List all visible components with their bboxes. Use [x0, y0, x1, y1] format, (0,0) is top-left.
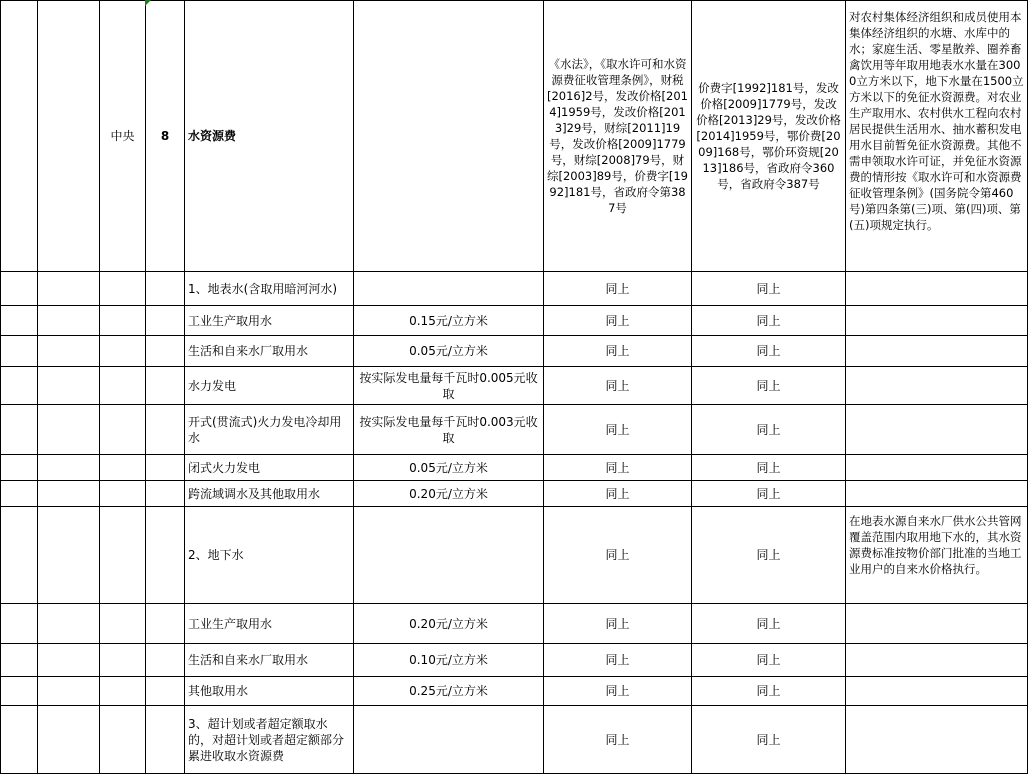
- cell-blank[interactable]: [1, 481, 38, 507]
- cell-item-name[interactable]: 生活和自来水厂取用水: [185, 644, 354, 677]
- cell-blank[interactable]: [1, 644, 38, 677]
- cell-blank[interactable]: [1, 367, 38, 405]
- cell-blank[interactable]: [146, 507, 185, 604]
- cell-blank[interactable]: [100, 306, 146, 336]
- cell-blank[interactable]: [1, 272, 38, 306]
- cell-blank[interactable]: [100, 644, 146, 677]
- cell-blank[interactable]: [100, 367, 146, 405]
- cell-remark[interactable]: 对农村集体经济组织和成员使用本集体经济组织的水塘、水库中的水；家庭生活、零星散养、圈养畜禽饮用等年取用地表水水量在3000立方米以下，地下水量在1500立方米以下的免征水资源费。对农业生产取用水、农村供水工程向农村居民提供生活用水、抽水蓄积发电用水目前暂免征水资源费。其他不需申领取水许可证，并免征水资源费的情形按《取水许可和水资源费征收管理条例》(国务院令第460号)第四条第(三)项、第(四)项、第(五)项规定执行。: [846, 1, 1028, 272]
- cell-blank[interactable]: [1, 405, 38, 455]
- cell-item-standard[interactable]: 0.10元/立方米: [354, 644, 544, 677]
- cell-item-policy[interactable]: 同上: [692, 306, 846, 336]
- cell-blank[interactable]: [146, 367, 185, 405]
- cell-item-name[interactable]: 其他取用水: [185, 677, 354, 706]
- cell-blank[interactable]: [38, 604, 100, 644]
- cell-item-legal[interactable]: 同上: [544, 455, 692, 481]
- cell-blank[interactable]: [146, 644, 185, 677]
- cell-level[interactable]: 中央: [100, 1, 146, 272]
- cell-item-name[interactable]: 3、超计划或者超定额取水的，对超计划或者超定额部分累进收取水资源费: [185, 706, 354, 774]
- table-row-header: [1, 1, 1028, 272]
- cell-item-policy[interactable]: 同上: [692, 706, 846, 774]
- cell-blank[interactable]: [146, 677, 185, 706]
- cell-blank[interactable]: [146, 481, 185, 507]
- table-row: [1, 677, 1028, 706]
- table-row: [1, 306, 1028, 336]
- table-row: [1, 455, 1028, 481]
- cell-blank[interactable]: [100, 706, 146, 774]
- cell-policy-basis[interactable]: 价费字[1992]181号，发改价格[2009]1779号，发改价格[2013]29号，发改价格[2014]1959号，鄂价费[2009]168号，鄂价环资规[2013]186号，省政府令360号，省政府令387号: [692, 1, 846, 272]
- cell-item-policy[interactable]: 同上: [692, 367, 846, 405]
- cell-item-legal[interactable]: 同上: [544, 336, 692, 367]
- cell-item-legal[interactable]: 同上: [544, 677, 692, 706]
- cell-blank[interactable]: [146, 455, 185, 481]
- cell-item-policy[interactable]: 同上: [692, 272, 846, 306]
- cell-blank[interactable]: [38, 644, 100, 677]
- cell-fee-name[interactable]: 水资源费: [185, 1, 354, 272]
- table-row: [1, 706, 1028, 774]
- cell-blank[interactable]: [1, 507, 38, 604]
- cell-blank[interactable]: [146, 604, 185, 644]
- cell-blank[interactable]: [38, 507, 100, 604]
- cell-item-legal[interactable]: 同上: [544, 306, 692, 336]
- cell-blank[interactable]: [1, 336, 38, 367]
- cell-item-name[interactable]: 开式(贯流式)火力发电冷却用水: [185, 405, 354, 455]
- cell-item-legal[interactable]: 同上: [544, 706, 692, 774]
- cell-blank[interactable]: [100, 481, 146, 507]
- cell-item-remark[interactable]: [846, 455, 1028, 481]
- cell-item-policy[interactable]: 同上: [692, 455, 846, 481]
- cell-item-name[interactable]: 2、地下水: [185, 507, 354, 604]
- cell-blank[interactable]: [1, 306, 38, 336]
- cell-item-remark[interactable]: [846, 306, 1028, 336]
- cell-blank[interactable]: [100, 455, 146, 481]
- cell-item-remark[interactable]: [846, 367, 1028, 405]
- cell-blank[interactable]: [38, 481, 100, 507]
- table-row: [1, 405, 1028, 455]
- cell-blank[interactable]: [1, 706, 38, 774]
- cell-item-standard[interactable]: [354, 507, 544, 604]
- cell-blank-a[interactable]: [1, 1, 38, 272]
- cell-comment-marker: [145, 0, 151, 6]
- table-row: [1, 644, 1028, 677]
- cell-blank[interactable]: [1, 604, 38, 644]
- cell-item-standard[interactable]: 按实际发电量每千瓦时0.005元收取: [354, 367, 544, 405]
- cell-item-policy[interactable]: 同上: [692, 677, 846, 706]
- cell-item-policy[interactable]: 同上: [692, 507, 846, 604]
- cell-item-remark[interactable]: [846, 405, 1028, 455]
- cell-item-remark[interactable]: [846, 481, 1028, 507]
- cell-blank[interactable]: [38, 272, 100, 306]
- cell-item-policy[interactable]: 同上: [692, 481, 846, 507]
- table-row: [1, 481, 1028, 507]
- cell-blank[interactable]: [38, 306, 100, 336]
- cell-item-legal[interactable]: 同上: [544, 507, 692, 604]
- cell-blank[interactable]: [38, 706, 100, 774]
- cell-blank[interactable]: [146, 706, 185, 774]
- cell-blank[interactable]: [38, 455, 100, 481]
- cell-item-remark[interactable]: [846, 604, 1028, 644]
- cell-blank[interactable]: [100, 405, 146, 455]
- cell-item-remark[interactable]: [846, 272, 1028, 306]
- cell-item-name[interactable]: 工业生产取用水: [185, 306, 354, 336]
- cell-item-remark[interactable]: 在地表水源自来水厂供水公共管网覆盖范围内取用地下水的，其水资源费标准按物价部门批准的当地工业用户的自来水价格执行。: [846, 507, 1028, 604]
- cell-item-remark[interactable]: [846, 706, 1028, 774]
- table-row: [1, 272, 1028, 306]
- cell-item-standard[interactable]: 0.05元/立方米: [354, 455, 544, 481]
- cell-item-standard[interactable]: 0.25元/立方米: [354, 677, 544, 706]
- cell-item-policy[interactable]: 同上: [692, 604, 846, 644]
- cell-blank[interactable]: [146, 272, 185, 306]
- cell-item-name[interactable]: 水力发电: [185, 367, 354, 405]
- cell-blank[interactable]: [38, 677, 100, 706]
- cell-blank[interactable]: [100, 604, 146, 644]
- cell-blank[interactable]: [1, 455, 38, 481]
- cell-item-policy[interactable]: 同上: [692, 644, 846, 677]
- cell-item-legal[interactable]: 同上: [544, 644, 692, 677]
- cell-item-name[interactable]: 跨流域调水及其他取用水: [185, 481, 354, 507]
- cell-standard[interactable]: [354, 1, 544, 272]
- table-row: [1, 507, 1028, 604]
- cell-item-standard[interactable]: 0.20元/立方米: [354, 481, 544, 507]
- cell-item-legal[interactable]: 同上: [544, 481, 692, 507]
- cell-number[interactable]: 8: [146, 1, 185, 272]
- cell-item-standard[interactable]: 0.05元/立方米: [354, 336, 544, 367]
- cell-blank-b[interactable]: [38, 1, 100, 272]
- cell-blank[interactable]: [146, 336, 185, 367]
- table-row: [1, 367, 1028, 405]
- cell-item-name[interactable]: 1、地表水(含取用暗河河水): [185, 272, 354, 306]
- cell-blank[interactable]: [100, 336, 146, 367]
- cell-item-legal[interactable]: 同上: [544, 405, 692, 455]
- cell-blank[interactable]: [38, 405, 100, 455]
- cell-blank[interactable]: [146, 405, 185, 455]
- cell-blank[interactable]: [100, 272, 146, 306]
- cell-item-name[interactable]: 闭式火力发电: [185, 455, 354, 481]
- cell-blank[interactable]: [100, 507, 146, 604]
- table-row: [1, 604, 1028, 644]
- cell-item-standard[interactable]: [354, 706, 544, 774]
- table-row: [1, 336, 1028, 367]
- cell-item-policy[interactable]: 同上: [692, 405, 846, 455]
- cell-item-standard[interactable]: [354, 272, 544, 306]
- cell-item-remark[interactable]: [846, 644, 1028, 677]
- cell-item-standard[interactable]: 0.15元/立方米: [354, 306, 544, 336]
- cell-item-legal[interactable]: 同上: [544, 604, 692, 644]
- cell-item-standard[interactable]: 按实际发电量每千瓦时0.003元收取: [354, 405, 544, 455]
- cell-item-standard[interactable]: 0.20元/立方米: [354, 604, 544, 644]
- cell-item-remark[interactable]: [846, 677, 1028, 706]
- cell-blank[interactable]: [38, 367, 100, 405]
- cell-blank[interactable]: [1, 677, 38, 706]
- cell-item-name[interactable]: 工业生产取用水: [185, 604, 354, 644]
- cell-item-legal[interactable]: 同上: [544, 272, 692, 306]
- cell-item-policy[interactable]: 同上: [692, 336, 846, 367]
- cell-legal-basis[interactable]: 《水法》，《取水许可和水资源费征收管理条例》，财税[2016]2号，发改价格[2014]1959号，发改价格[2013]29号，财综[2011]19号，发改价格[2009]1779号，财综[2008]79号，财综[2003]89号，价费字[1992]181号，省政府令第387号: [544, 1, 692, 272]
- cell-item-legal[interactable]: 同上: [544, 367, 692, 405]
- cell-blank[interactable]: [100, 677, 146, 706]
- cell-blank[interactable]: [146, 306, 185, 336]
- cell-item-name[interactable]: 生活和自来水厂取用水: [185, 336, 354, 367]
- cell-item-remark[interactable]: [846, 336, 1028, 367]
- cell-blank[interactable]: [38, 336, 100, 367]
